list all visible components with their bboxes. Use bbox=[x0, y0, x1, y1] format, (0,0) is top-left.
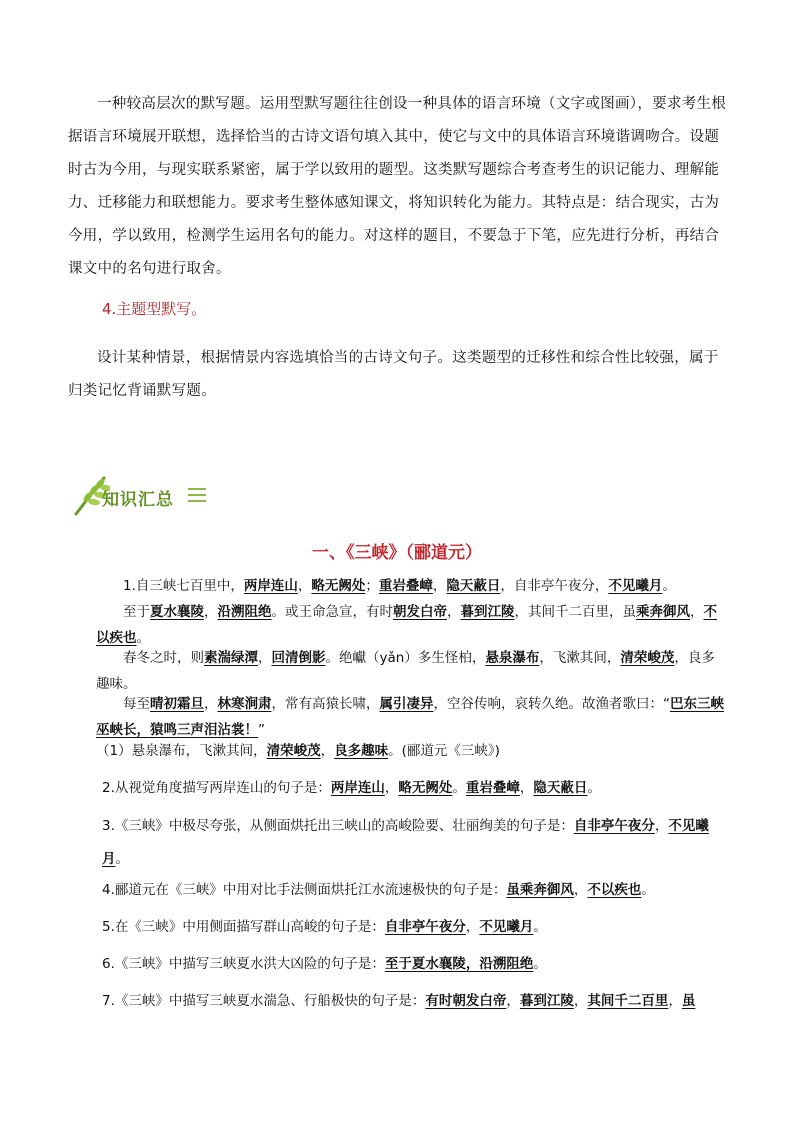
question-3: 3.《三峡》中极尽夸张，从侧面烘托出三峡山的高峻险要、壮丽绚美的句子是：自非亭午夜分，不见曦月。 bbox=[102, 818, 709, 867]
badge-label: 知识汇总 bbox=[102, 490, 174, 510]
heading-thematic-dictation: 4.主题型默写。 bbox=[102, 300, 207, 318]
section-title: 一、《三峡》（郦道元） bbox=[312, 543, 482, 563]
knowledge-summary-badge bbox=[70, 474, 206, 518]
text-paragraph-3: 春冬之时，则素湍绿潭，回清倒影。绝巘（yǎn）多生怪柏，悬泉瀑布，飞漱其间，清荣峻茂，良多趣味。 bbox=[96, 650, 715, 692]
text-paragraph-1: 1.自三峡七百里中，两岸连山，略无阙处；重岩叠嶂，隐天蔽日，自非亭午夜分，不见曦月。 bbox=[123, 578, 676, 594]
question-5: 5.在《三峡》中用侧面描写群山高峻的句子是：自非亭午夜分，不见曦月。 bbox=[102, 919, 547, 935]
text-paragraph-2: 至于夏水襄陵，沿溯阻绝。或王命急宣，有时朝发白帝，暮到江陵，其间千二百里，虽乘奔御风，不以疾也。 bbox=[96, 604, 717, 646]
badge-decoration-lines bbox=[188, 488, 206, 506]
question-2: 2.从视觉角度描写两岸连山的句子是：两岸连山，略无阙处。重岩叠嶂，隐天蔽日。 bbox=[102, 780, 601, 796]
text-paragraph-5: （1）悬泉瀑布，飞漱其间，清荣峻茂，良多趣味。(郦道元《三峡》) bbox=[96, 743, 500, 759]
question-6: 6.《三峡》中描写三峡夏水洪大凶险的句子是：至于夏水襄陵，沿溯阻绝。 bbox=[102, 956, 547, 972]
question-7: 7.《三峡》中描写三峡夏水湍急、行船极快的句子是：有时朝发白帝，暮到江陵，其间千二百里，虽 bbox=[102, 993, 696, 1009]
text-paragraph-4: 每至晴初霜旦，林寒涧肃，常有高猿长啸，属引凄异，空谷传响，哀转久绝。故渔者歌曰：“巴东三峡巫峡长，猿鸣三声泪沾裳！” bbox=[96, 696, 724, 738]
thematic-paragraph: 设计某种情景，根据情景内容选填恰当的古诗文句子。这类题型的迁移性和综合性比较强，属于归类记忆背诵默写题。 bbox=[68, 350, 719, 399]
question-4: 4.郦道元在《三峡》中用对比手法侧面烘托江水流速极快的句子是：虽乘奔御风，不以疾也。 bbox=[102, 882, 655, 898]
intro-paragraph: 一种较高层次的默写题。运用型默写题往往创设一种具体的语言环境（文字或图画），要求考生根据语言环境展开联想，选择恰当的古诗文语句填入其中，使它与文中的具体语言环境谐调吻合。设题时古为今用，与现实联系紧密，属于学以致用的题型。这类默写题综合考查考生的识记能力、理解能力、迁移能力和联想能力。要求考生整体感知课文，将知识转化为能力。其特点是：结合现实，古为今用，学以致用，检测学生运用名句的能力。对这样的题目，不要急于下笔，应先进行分析，再结合课文中的名句进行取舍。 bbox=[68, 96, 727, 277]
